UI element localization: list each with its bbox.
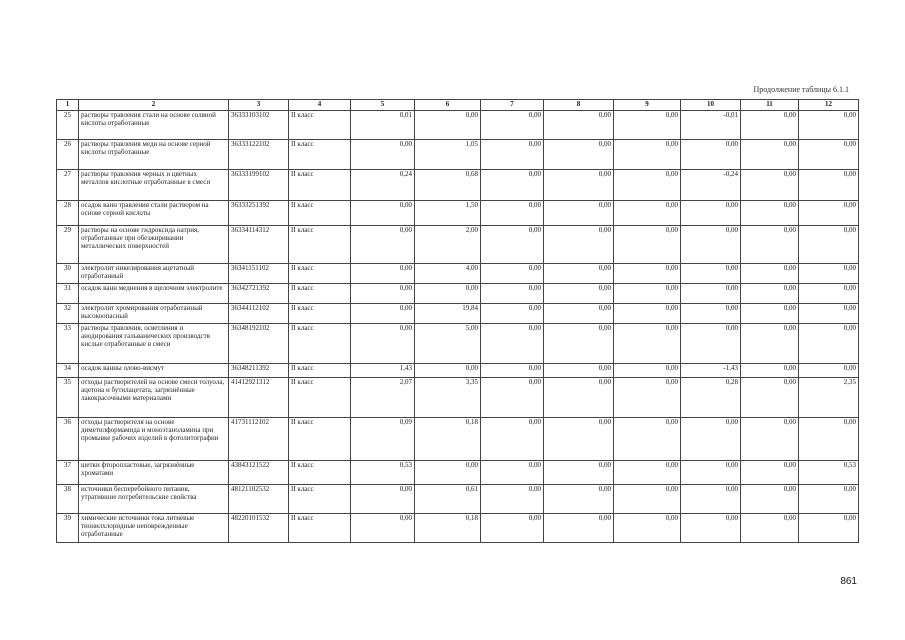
value-cell-col-6: 0,00 [415, 461, 481, 485]
value-cell-col-9: 0,00 [614, 111, 681, 140]
value-cell-col-9: 0,00 [614, 514, 681, 543]
value-cell-col-9: 0,00 [614, 364, 681, 378]
value-cell-col-5: 2,07 [351, 378, 415, 418]
column-header-4: 4 [289, 100, 351, 111]
row-number-cell: 32 [57, 304, 79, 324]
hazard-class-cell: II класс [289, 378, 351, 418]
hazard-class-cell: II класс [289, 364, 351, 378]
value-cell-col-10: 0,00 [681, 304, 741, 324]
table-row [57, 514, 859, 543]
hazard-class-cell: II класс [289, 485, 351, 514]
fkko-code-cell: 36333103102 [229, 111, 289, 140]
waste-name-cell: осадок ванны олово-висмут [79, 364, 229, 378]
value-cell-col-10: 0,00 [681, 226, 741, 264]
column-header-11: 11 [741, 100, 799, 111]
value-cell-col-9: 0,00 [614, 461, 681, 485]
value-cell-col-10: 0,00 [681, 201, 741, 226]
table-row [57, 485, 859, 514]
value-cell-col-7: 0,00 [481, 324, 544, 364]
value-cell-col-5: 1,43 [351, 364, 415, 378]
column-header-7: 7 [481, 100, 544, 111]
waste-name-cell: растворы травления, осветления и анодирования гальванических производств кислые отработанные в смеси [79, 324, 229, 364]
value-cell-col-10: 0,00 [681, 284, 741, 304]
row-number-cell: 27 [57, 170, 79, 201]
value-cell-col-12: 0,00 [799, 364, 859, 378]
row-number-cell: 37 [57, 461, 79, 485]
value-cell-col-6: 0,68 [415, 170, 481, 201]
value-cell-col-6: 0,00 [415, 284, 481, 304]
value-cell-col-7: 0,00 [481, 284, 544, 304]
hazard-class-cell: II класс [289, 304, 351, 324]
value-cell-col-5: 0,24 [351, 170, 415, 201]
column-header-9: 9 [614, 100, 681, 111]
fkko-code-cell: 41731112102 [229, 418, 289, 461]
value-cell-col-10: 0,00 [681, 140, 741, 170]
value-cell-col-7: 0,00 [481, 111, 544, 140]
table-row [57, 364, 859, 378]
fkko-code-cell: 41412921312 [229, 378, 289, 418]
value-cell-col-7: 0,00 [481, 170, 544, 201]
row-number-cell: 31 [57, 284, 79, 304]
value-cell-col-12: 2,35 [799, 378, 859, 418]
value-cell-col-5: 0,01 [351, 111, 415, 140]
value-cell-col-8: 0,00 [544, 304, 614, 324]
column-header-8: 8 [544, 100, 614, 111]
value-cell-col-5: 0,00 [351, 201, 415, 226]
value-cell-col-10: 0,00 [681, 418, 741, 461]
value-cell-col-8: 0,00 [544, 170, 614, 201]
value-cell-col-12: 0,00 [799, 170, 859, 201]
column-header-1: 1 [57, 100, 79, 111]
value-cell-col-5: 0,00 [351, 264, 415, 284]
value-cell-col-11: 0,00 [741, 226, 799, 264]
value-cell-col-5: 0,00 [351, 140, 415, 170]
value-cell-col-12: 0,00 [799, 201, 859, 226]
waste-name-cell: электролит хромирования отработанный высокоопасный [79, 304, 229, 324]
value-cell-col-6: 1,50 [415, 201, 481, 226]
fkko-code-cell: 36333199102 [229, 170, 289, 201]
header-row [57, 100, 859, 111]
value-cell-col-12: 0,53 [799, 461, 859, 485]
value-cell-col-7: 0,00 [481, 514, 544, 543]
value-cell-col-9: 0,00 [614, 226, 681, 264]
row-number-cell: 25 [57, 111, 79, 140]
row-number-cell: 39 [57, 514, 79, 543]
value-cell-col-10: 0,00 [681, 324, 741, 364]
waste-name-cell: отходы растворителя на основе диметилформамида и моноэтаноламина при промывке рабочих изделий в фотолитографии [79, 418, 229, 461]
table-row [57, 461, 859, 485]
row-number-cell: 28 [57, 201, 79, 226]
table-row [57, 304, 859, 324]
table-row [57, 201, 859, 226]
value-cell-col-8: 0,00 [544, 485, 614, 514]
table-row [57, 284, 859, 304]
value-cell-col-9: 0,00 [614, 324, 681, 364]
row-number-cell: 26 [57, 140, 79, 170]
value-cell-col-10: -0,24 [681, 170, 741, 201]
value-cell-col-10: 0,00 [681, 514, 741, 543]
value-cell-col-10: 0,28 [681, 378, 741, 418]
value-cell-col-6: 0,00 [415, 111, 481, 140]
value-cell-col-8: 0,00 [544, 284, 614, 304]
value-cell-col-6: 0,18 [415, 514, 481, 543]
value-cell-col-10: 0,00 [681, 461, 741, 485]
value-cell-col-6: 1,05 [415, 140, 481, 170]
value-cell-col-6: 3,35 [415, 378, 481, 418]
column-header-10: 10 [681, 100, 741, 111]
hazard-class-cell: II класс [289, 111, 351, 140]
row-number-cell: 33 [57, 324, 79, 364]
fkko-code-cell: 36334114312 [229, 226, 289, 264]
table-row [57, 170, 859, 201]
waste-name-cell: отходы растворителей на основе смеси толуола, ацетона и бутилацетата, загрязнённые лакокрасочными материалами [79, 378, 229, 418]
value-cell-col-5: 0,00 [351, 284, 415, 304]
value-cell-col-7: 0,00 [481, 304, 544, 324]
fkko-code-cell: 36333251392 [229, 201, 289, 226]
value-cell-col-12: 0,00 [799, 140, 859, 170]
value-cell-col-5: 0,53 [351, 461, 415, 485]
page-number: 861 [840, 576, 857, 587]
waste-name-cell: электролит никелирования ацетатный отработанный [79, 264, 229, 284]
waste-name-cell: осадок ванн меднения в щелочном электролите [79, 284, 229, 304]
row-number-cell: 38 [57, 485, 79, 514]
hazard-class-cell: II класс [289, 418, 351, 461]
hazard-class-cell: II класс [289, 264, 351, 284]
column-header-2: 2 [79, 100, 229, 111]
fkko-code-cell: 48121102532 [229, 485, 289, 514]
hazard-class-cell: II класс [289, 284, 351, 304]
value-cell-col-7: 0,00 [481, 418, 544, 461]
value-cell-col-10: 0,00 [681, 485, 741, 514]
value-cell-col-11: 0,00 [741, 111, 799, 140]
table-body [57, 111, 859, 543]
waste-name-cell: источники бесперебойного питания, утратившие потребительские свойства [79, 485, 229, 514]
value-cell-col-9: 0,00 [614, 201, 681, 226]
value-cell-col-5: 0,00 [351, 485, 415, 514]
value-cell-col-9: 0,00 [614, 304, 681, 324]
hazard-class-cell: II класс [289, 514, 351, 543]
column-header-3: 3 [229, 100, 289, 111]
value-cell-col-11: 0,00 [741, 364, 799, 378]
value-cell-col-11: 0,00 [741, 378, 799, 418]
waste-name-cell: химические источники тока литиевые тионилхлоридные неповрежденные отработанные [79, 514, 229, 543]
value-cell-col-12: 0,00 [799, 418, 859, 461]
row-number-cell: 34 [57, 364, 79, 378]
waste-name-cell: шетки фторопластовые, загрязнённые хроматами [79, 461, 229, 485]
value-cell-col-8: 0,00 [544, 364, 614, 378]
value-cell-col-11: 0,00 [741, 461, 799, 485]
value-cell-col-7: 0,00 [481, 264, 544, 284]
value-cell-col-5: 0,00 [351, 324, 415, 364]
fkko-code-cell: 36341151102 [229, 264, 289, 284]
value-cell-col-8: 0,00 [544, 111, 614, 140]
fkko-code-cell: 43843121522 [229, 461, 289, 485]
value-cell-col-6: 0,00 [415, 364, 481, 378]
value-cell-col-5: 0,09 [351, 418, 415, 461]
table-row [57, 140, 859, 170]
value-cell-col-12: 0,00 [799, 284, 859, 304]
value-cell-col-9: 0,00 [614, 140, 681, 170]
value-cell-col-12: 0,00 [799, 485, 859, 514]
fkko-code-cell: 36348211392 [229, 364, 289, 378]
value-cell-col-5: 0,00 [351, 514, 415, 543]
value-cell-col-7: 0,00 [481, 226, 544, 264]
row-number-cell: 29 [57, 226, 79, 264]
value-cell-col-9: 0,00 [614, 485, 681, 514]
value-cell-col-7: 0,00 [481, 140, 544, 170]
waste-name-cell: растворы травления стали на основе соляной кислоты отработанные [79, 111, 229, 140]
hazard-class-cell: II класс [289, 324, 351, 364]
hazard-class-cell: II класс [289, 201, 351, 226]
value-cell-col-11: 0,00 [741, 140, 799, 170]
waste-name-cell: растворы травления меди на основе серной кислоты отработанные [79, 140, 229, 170]
table-row [57, 324, 859, 364]
row-number-cell: 30 [57, 264, 79, 284]
value-cell-col-7: 0,00 [481, 461, 544, 485]
value-cell-col-8: 0,00 [544, 226, 614, 264]
waste-table [56, 99, 859, 543]
value-cell-col-9: 0,00 [614, 284, 681, 304]
value-cell-col-9: 0,00 [614, 378, 681, 418]
waste-name-cell: осадок ванн травления стали раствором на основе серной кислоты [79, 201, 229, 226]
value-cell-col-7: 0,00 [481, 378, 544, 418]
table-row [57, 226, 859, 264]
table-row [57, 418, 859, 461]
fkko-code-cell: 36342721392 [229, 284, 289, 304]
value-cell-col-7: 0,00 [481, 485, 544, 514]
value-cell-col-6: 0,18 [415, 418, 481, 461]
hazard-class-cell: II класс [289, 226, 351, 264]
value-cell-col-8: 0,00 [544, 418, 614, 461]
value-cell-col-12: 0,00 [799, 264, 859, 284]
value-cell-col-12: 0,00 [799, 226, 859, 264]
value-cell-col-11: 0,00 [741, 264, 799, 284]
value-cell-col-6: 5,00 [415, 324, 481, 364]
value-cell-col-8: 0,00 [544, 201, 614, 226]
column-header-5: 5 [351, 100, 415, 111]
value-cell-col-8: 0,00 [544, 140, 614, 170]
value-cell-col-6: 4,00 [415, 264, 481, 284]
hazard-class-cell: II класс [289, 461, 351, 485]
hazard-class-cell: II класс [289, 170, 351, 201]
value-cell-col-6: 0,61 [415, 485, 481, 514]
value-cell-col-11: 0,00 [741, 284, 799, 304]
table-row [57, 378, 859, 418]
fkko-code-cell: 36344112102 [229, 304, 289, 324]
row-number-cell: 35 [57, 378, 79, 418]
value-cell-col-10: 0,00 [681, 264, 741, 284]
value-cell-col-11: 0,00 [741, 304, 799, 324]
value-cell-col-11: 0,00 [741, 201, 799, 226]
value-cell-col-10: -1,43 [681, 364, 741, 378]
fkko-code-cell: 48220101532 [229, 514, 289, 543]
table-caption: Продолжение таблицы 6.1.1 [753, 85, 849, 94]
table-row [57, 111, 859, 140]
value-cell-col-6: 19,84 [415, 304, 481, 324]
hazard-class-cell: II класс [289, 140, 351, 170]
value-cell-col-12: 0,00 [799, 324, 859, 364]
value-cell-col-12: 0,00 [799, 111, 859, 140]
row-number-cell: 36 [57, 418, 79, 461]
value-cell-col-9: 0,00 [614, 264, 681, 284]
value-cell-col-5: 0,00 [351, 226, 415, 264]
value-cell-col-11: 0,00 [741, 418, 799, 461]
value-cell-col-12: 0,00 [799, 304, 859, 324]
fkko-code-cell: 36333122102 [229, 140, 289, 170]
value-cell-col-12: 0,00 [799, 514, 859, 543]
value-cell-col-7: 0,00 [481, 364, 544, 378]
value-cell-col-8: 0,00 [544, 378, 614, 418]
value-cell-col-5: 0,00 [351, 304, 415, 324]
value-cell-col-11: 0,00 [741, 485, 799, 514]
waste-name-cell: растворы травления черных и цветных металлов кислотные отработанные в смеси [79, 170, 229, 201]
fkko-code-cell: 36348192102 [229, 324, 289, 364]
value-cell-col-8: 0,00 [544, 324, 614, 364]
value-cell-col-11: 0,00 [741, 514, 799, 543]
column-header-6: 6 [415, 100, 481, 111]
table-row [57, 264, 859, 284]
waste-name-cell: растворы на основе гидроксида натрия, отработанные при обезжиривании металлических поверхностей [79, 226, 229, 264]
value-cell-col-8: 0,00 [544, 264, 614, 284]
value-cell-col-11: 0,00 [741, 324, 799, 364]
value-cell-col-11: 0,00 [741, 170, 799, 201]
value-cell-col-6: 2,00 [415, 226, 481, 264]
value-cell-col-9: 0,00 [614, 170, 681, 201]
value-cell-col-8: 0,00 [544, 461, 614, 485]
value-cell-col-8: 0,00 [544, 514, 614, 543]
column-header-12: 12 [799, 100, 859, 111]
value-cell-col-10: -0,01 [681, 111, 741, 140]
value-cell-col-9: 0,00 [614, 418, 681, 461]
value-cell-col-7: 0,00 [481, 201, 544, 226]
